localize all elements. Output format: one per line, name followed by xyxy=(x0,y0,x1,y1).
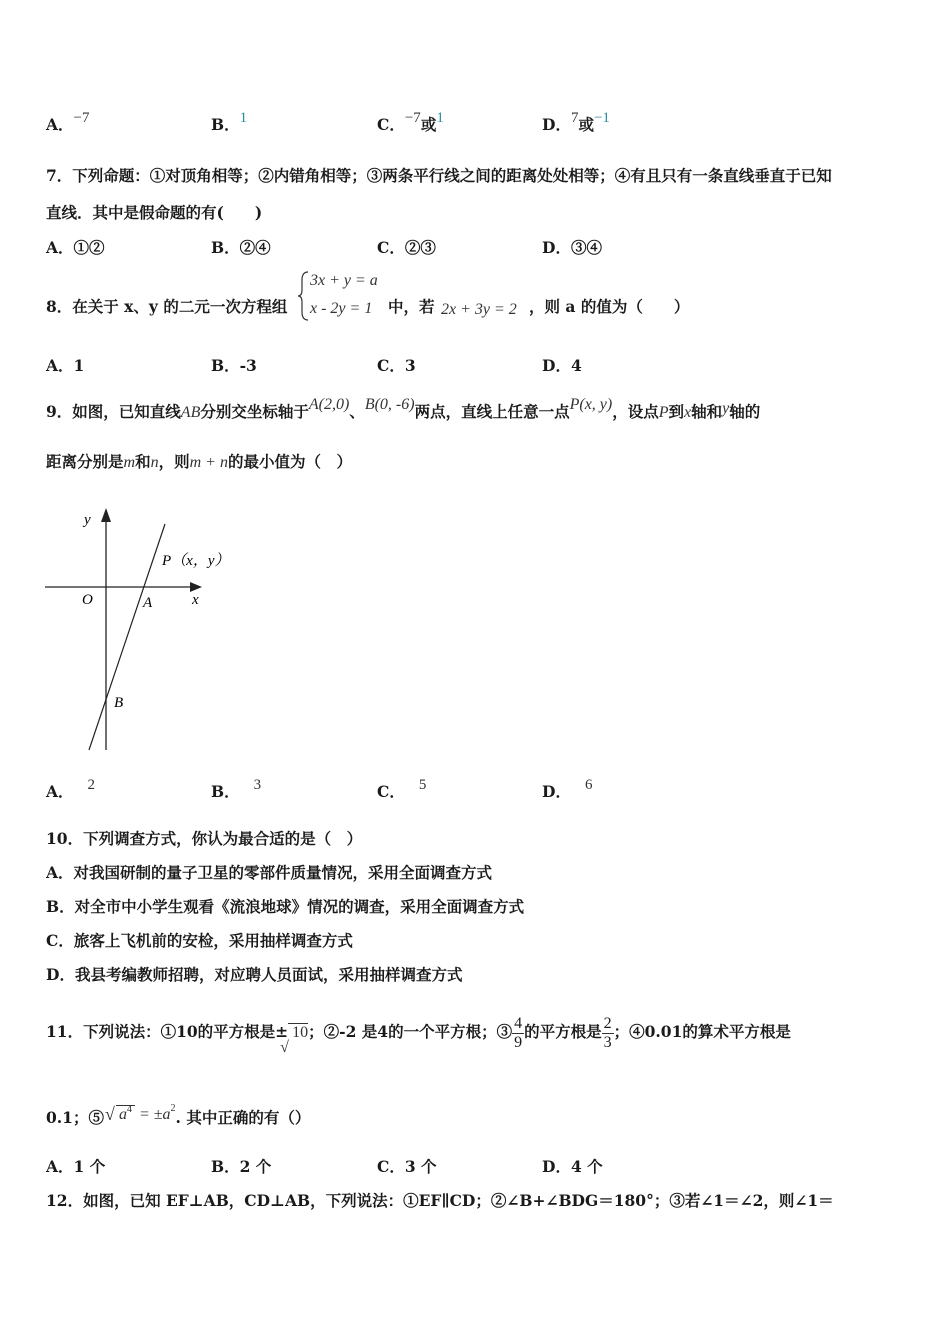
point-p-label: P（x，y） xyxy=(162,553,230,569)
fraction-2-3: $\frac{2}{3}$ xyxy=(603,1014,612,1051)
q7-option-b: B．②④ xyxy=(211,238,271,257)
q8-option-a: A．1 xyxy=(46,356,85,375)
x-axis-arrow-icon xyxy=(190,582,202,592)
q7-option-c: C．②③ xyxy=(377,238,436,257)
q8-stem-prefix: 8．在关于 x、y 的二元一次方程组 xyxy=(46,297,288,316)
q12-stem: 12．如图，已知 EF⊥AB，CD⊥AB，下列说法：①EF∥CD；②∠B+∠BDG＝180°；③若∠1＝∠2，则∠1＝ xyxy=(46,1191,834,1210)
point-b-label: B xyxy=(114,695,124,711)
line-ab xyxy=(89,524,165,750)
q10-option-d: D．我县考编教师招聘，对应聘人员面试，采用抽样调查方式 xyxy=(46,965,463,984)
origin-label: O xyxy=(82,592,93,608)
y-axis-label: y xyxy=(84,512,91,528)
q10-option-b: B．对全市中小学生观看《流浪地球》情况的调查，采用全面调查方式 xyxy=(46,897,525,916)
q11-stem-line1: 11．下列说法：①10的平方根是± √ 10；②-2 是4的一个平方根；③ $\frac{4}{9}$ 的平方根是 $\frac{2}{3}$ ；④0.01的算术平方根是 xyxy=(46,1014,791,1056)
q11-stem-line2: 0.1；⑤ √ $a^4 = \pm a^2$. 其中正确的有（） xyxy=(46,1103,311,1127)
sqrt-a4: √ $a^4$ xyxy=(116,1110,135,1127)
q8-condition: 2x + 3y = 2 xyxy=(441,301,517,318)
q7-stem-line2: 直线．其中是假命题的有( ) xyxy=(46,203,263,222)
q8-option-c: C．3 xyxy=(377,356,416,375)
x-axis-label: x xyxy=(192,592,199,608)
fraction-4-9: $\frac{4}{9}$ xyxy=(514,1014,523,1051)
q10-stem: 10．下列调查方式，你认为最合适的是（ ） xyxy=(46,829,363,848)
q6-option-c: C．−7或1 xyxy=(377,110,444,134)
q7-stem-line1: 7．下列命题：①对顶角相等；②内错角相等；③两条平行线之间的距离处处相等；④有且只有一条直线垂直于已知 xyxy=(46,166,832,185)
q10-option-a: A．对我国研制的量子卫星的零部件质量情况，采用全面调查方式 xyxy=(46,863,493,882)
q9-stem-line1: 9．如图，已知直线AB分别交坐标轴于A(2,0)、B(0, -6)两点，直线上任意一点P(x, y)，设点P到x轴和y轴的 xyxy=(46,396,761,421)
y-axis-arrow-icon xyxy=(101,508,111,522)
q9-option-a: A． 2 xyxy=(46,777,96,801)
q9-stem-line2: 距离分别是m和n，则m + n的最小值为（ ） xyxy=(46,452,352,471)
sqrt-10: √ 10 xyxy=(280,1024,309,1056)
q8-option-b: B．-3 xyxy=(211,356,257,375)
q8-equation-2: x - 2y = 1 xyxy=(310,300,373,317)
q9-option-b: B． 3 xyxy=(211,777,262,801)
q8-equation-1: 3x + y = a xyxy=(310,272,378,289)
q8-option-d: D．4 xyxy=(542,356,582,375)
q7-option-d: D．③④ xyxy=(542,238,602,257)
q8-system-brace xyxy=(298,270,310,322)
q9-option-d: D． 6 xyxy=(542,777,593,801)
q10-option-c: C．旅客上飞机前的安检，采用抽样调查方式 xyxy=(46,931,353,950)
q8-stem-suffix: ，则 a 的值为（ ） xyxy=(529,297,690,316)
q9-coordinate-figure xyxy=(40,500,260,760)
q11-option-b: B．2 个 xyxy=(211,1157,272,1176)
q8-stem-middle: 中，若 xyxy=(388,297,435,316)
q11-option-d: D．4 个 xyxy=(542,1157,603,1176)
q6-option-a: A．−7 xyxy=(46,110,90,134)
q6-option-b: B．1 xyxy=(211,110,248,134)
q6-option-d: D．7或−1 xyxy=(542,110,610,134)
q9-option-c: C． 5 xyxy=(377,777,427,801)
point-a-label: A xyxy=(143,595,153,611)
q11-option-c: C．3 个 xyxy=(377,1157,437,1176)
q11-option-a: A．1 个 xyxy=(46,1157,106,1176)
q7-option-a: A．①② xyxy=(46,238,105,257)
